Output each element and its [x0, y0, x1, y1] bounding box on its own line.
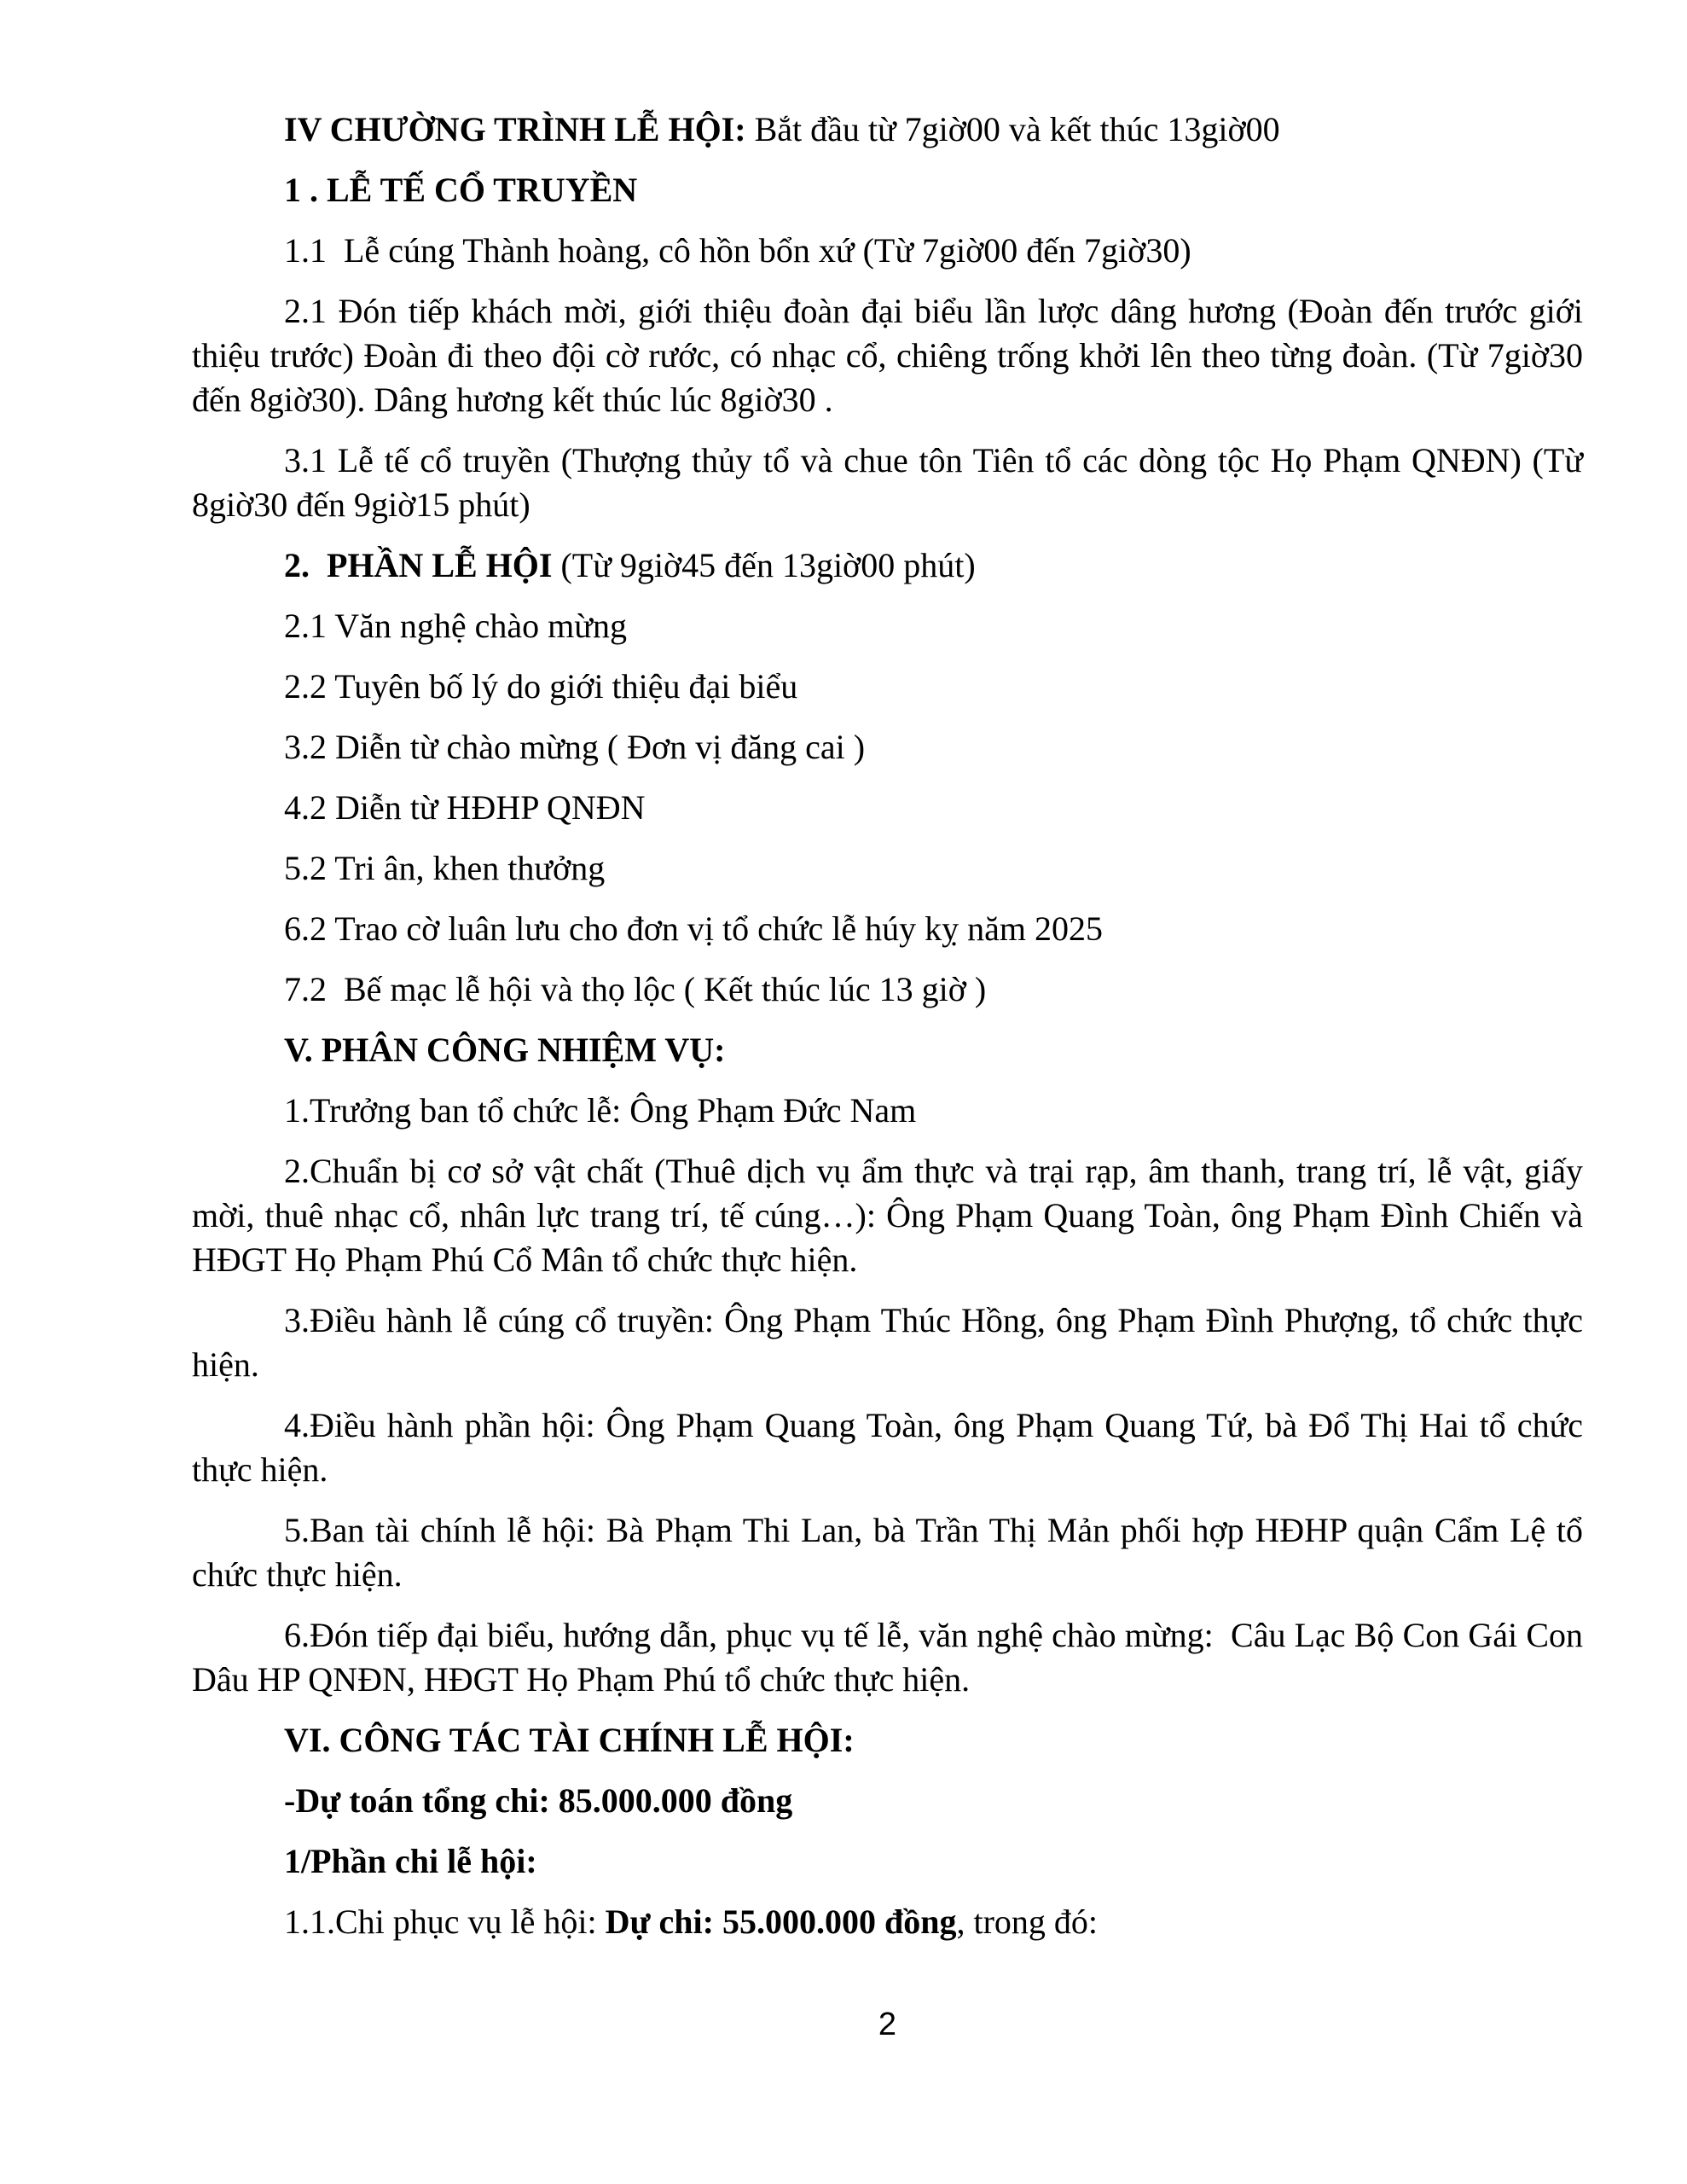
text-run: 3.1 Lễ tế cổ truyền (Thượng thủy tổ và chue tôn Tiên tổ các dòng tộc Họ Phạm QNĐN) (Từ 8giờ30 đến 9giờ15 phút): [192, 441, 1583, 524]
paragraph: [192, 1403, 1583, 1492]
paragraph: [192, 107, 1583, 152]
page-number: 2: [878, 2007, 897, 2042]
text-run: 6.2 Trao cờ luân lưu cho đơn vị tổ chức lễ húy kỵ năm 2025: [284, 909, 1103, 948]
paragraph: [192, 1149, 1583, 1282]
paragraph: [192, 1718, 1583, 1763]
paragraph: [192, 1613, 1583, 1702]
paragraph: [192, 665, 1583, 709]
paragraph: [192, 786, 1583, 830]
text-run: 4.Điều hành phần hội: Ông Phạm Quang Toàn, ông Phạm Quang Tứ, bà Đổ Thị Hai tổ chức thực hiện.: [192, 1406, 1583, 1489]
text-run: 1.1.Chi phục vụ lễ hội:: [284, 1902, 606, 1941]
paragraph: [192, 604, 1583, 648]
text-run: 2.1 Đón tiếp khách mời, giới thiệu đoàn đại biểu lần lược dâng hương (Đoàn đến trước giới thiệu trước) Đoàn đi theo đội cờ rước, có nhạc cổ, chiêng trống khởi lên theo từng đoàn. (Từ 7giờ30 đến 8giờ30). Dâng hương kết thúc lúc 8giờ30 .: [192, 292, 1583, 419]
text-run: 7.2 Bế mạc lễ hội và thọ lộc ( Kết thúc lúc 13 giờ ): [284, 970, 987, 1008]
paragraph: [192, 1089, 1583, 1133]
paragraph: [192, 543, 1583, 588]
paragraph: [192, 1779, 1583, 1823]
text-run: , trong đó:: [956, 1902, 1099, 1941]
bold-text-run: 1/Phần chi lễ hội:: [284, 1842, 537, 1880]
paragraph: [192, 1839, 1583, 1884]
text-run: 2.1 Văn nghệ chào mừng: [284, 607, 627, 645]
paragraph: [192, 1900, 1583, 1944]
bold-text-run: -Dự toán tổng chi: 85.000.000 đồng: [284, 1781, 793, 1820]
bold-text-run: Dự chi: 55.000.000 đồng: [605, 1902, 957, 1941]
text-run: 6.Đón tiếp đại biểu, hướng dẫn, phục vụ tế lễ, văn nghệ chào mừng: Câu Lạc Bộ Con Gái Con Dâu HP QNĐN, HĐGT Họ Phạm Phú tổ chức thực hiện.: [192, 1616, 1583, 1699]
text-run: 1.Trưởng ban tổ chức lễ: Ông Phạm Đức Nam: [284, 1091, 917, 1130]
paragraph: [192, 1508, 1583, 1597]
text-run: 5.2 Tri ân, khen thưởng: [284, 849, 606, 887]
bold-text-run: 2. PHẦN LỄ HỘI: [284, 546, 553, 584]
text-run: 1.1 Lễ cúng Thành hoàng, cô hồn bổn xứ (Từ 7giờ00 đến 7giờ30): [284, 231, 1191, 270]
text-run: Bắt đầu từ 7giờ00 và kết thúc 13giờ00: [745, 110, 1280, 148]
paragraph: [192, 967, 1583, 1012]
text-run: 2.Chuẩn bị cơ sở vật chất (Thuê dịch vụ ẩm thực và trại rạp, âm thanh, trang trí, lễ vật, giấy mời, thuê nhạc cổ, nhân lực trang trí, tế cúng…): Ông Phạm Quang Toàn, ông Phạm Đình Chiến và HĐGT Họ Phạm Phú Cổ Mân tổ chức thực hiện.: [192, 1152, 1583, 1279]
bold-text-run: V. PHÂN CÔNG NHIỆM VỤ:: [284, 1031, 726, 1069]
paragraph: [192, 725, 1583, 770]
paragraph: [192, 1028, 1583, 1072]
text-run: 5.Ban tài chính lễ hội: Bà Phạm Thi Lan, bà Trần Thị Mản phối hợp HĐHP quận Cẩm Lệ tổ chức thực hiện.: [192, 1511, 1583, 1594]
paragraph: [192, 846, 1583, 891]
text-run: (Từ 9giờ45 đến 13giờ00 phút): [552, 546, 976, 584]
text-run: 3.2 Diễn từ chào mừng ( Đơn vị đăng cai ): [284, 728, 866, 766]
bold-text-run: IV CHƯỜNG TRÌNH LỄ HỘI:: [284, 110, 746, 148]
paragraph: [192, 289, 1583, 422]
bold-text-run: VI. CÔNG TÁC TÀI CHÍNH LỄ HỘI:: [284, 1721, 855, 1759]
paragraph: [192, 1298, 1583, 1387]
paragraph: [192, 907, 1583, 951]
paragraph: [192, 168, 1583, 212]
text-run: 2.2 Tuyên bố lý do giới thiệu đại biểu: [284, 667, 798, 706]
text-run: 4.2 Diễn từ HĐHP QNĐN: [284, 788, 646, 827]
paragraph: [192, 439, 1583, 527]
paragraph: [192, 229, 1583, 273]
bold-text-run: 1 . LỄ TẾ CỔ TRUYỀN: [284, 171, 638, 209]
document-body: [192, 107, 1583, 1960]
text-run: 3.Điều hành lễ cúng cổ truyền: Ông Phạm Thúc Hồng, ông Phạm Đình Phượng, tổ chức thực hiện.: [192, 1301, 1583, 1384]
